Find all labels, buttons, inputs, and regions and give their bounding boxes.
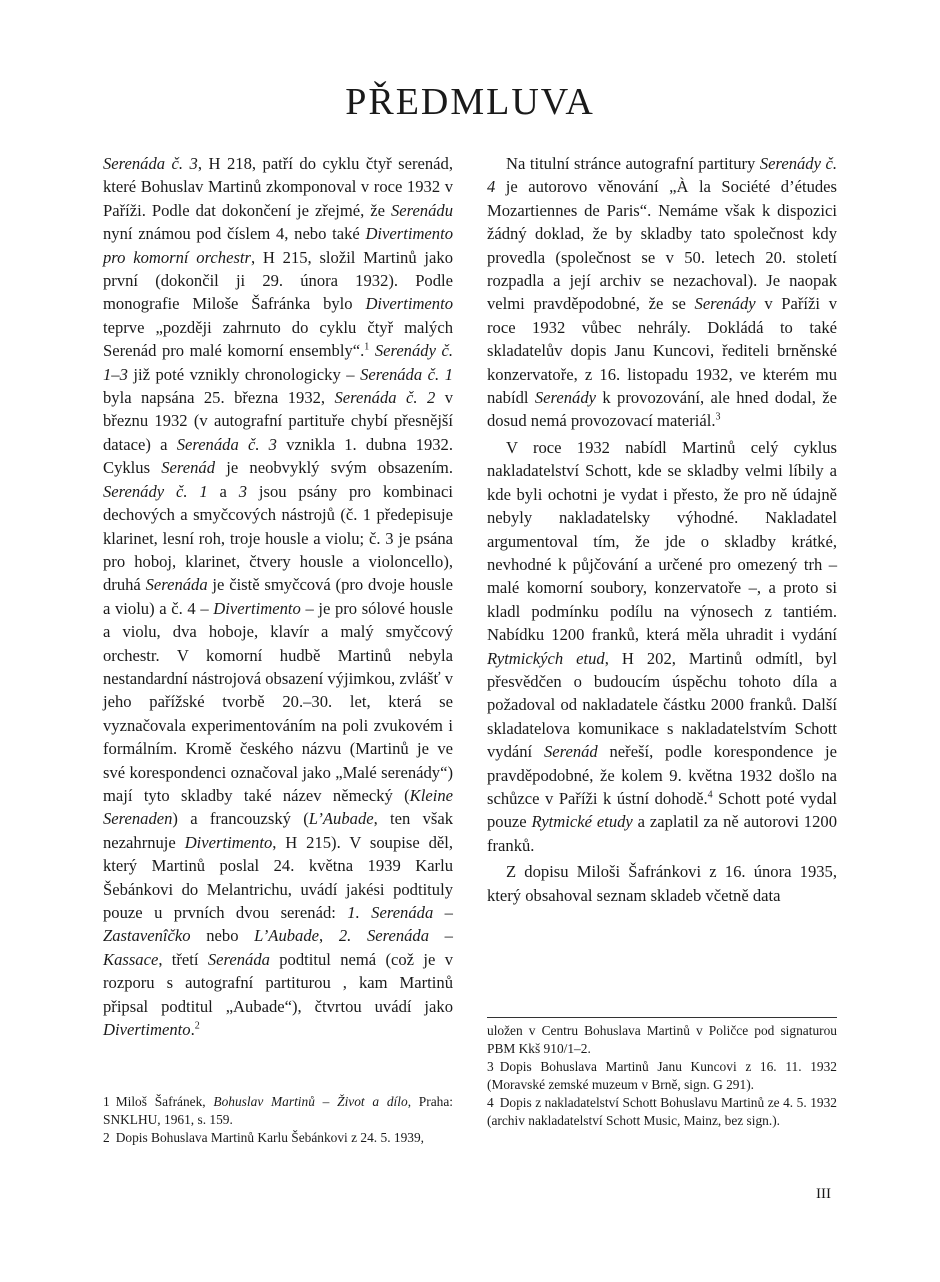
right-text-column [487,152,837,907]
footnote: 3 Dopis Bohuslava Martinů Janu Kuncovi z 16. 11. 1932 (Moravské zemské muzeum v Brně, sign. G 291). [487,1059,837,1092]
footnote: 2 Dopis Bohuslava Martinů Karlu Šebánkovi z 24. 5. 1939, [103,1130,425,1145]
footnotes-right [487,1022,837,1130]
paragraph: Na titulní stránce autografní partitury Serenády č. 4 je autorovo věnování „À la Société d’études Mozartiennes de Paris“. Nemáme však k dispozici žádný doklad, že by skladby tato společnost kdy provedla (společnost se v 50. letech 20. století rozpadla a její archiv se nezachoval). Je naopak velmi pravděpodobné, že se Serenády v Paříži v roce 1932 vůbec nehrály. Dokládá to také skladatelův dopis Janu Kuncovi, řediteli brněnské konzervatoře, z 16. listopadu 1932, ve kterém mu nabídl Serenády k provozování, ale hned dodal, že dosud nemá provozovací materiál.$^3$ [487,154,837,431]
footnote-divider [487,1017,837,1018]
page-title: PŘEDMLUVA [345,81,595,123]
footnote: uložen v Centru Bohuslava Martinů v Poličce pod signaturou PBM Kkš 910/1–2. [487,1023,837,1056]
footnote: 1 Miloš Šafránek, Bohuslav Martinů – Život a dílo, Praha: SNKLHU, 1961, s. 159. [103,1094,454,1127]
paragraph: Serenáda č. 3, H 218, patří do cyklu čtyř serenád, které Bohuslav Martinů zkomponoval v roce 1932 v Paříži. Podle dat dokončení je zřejmé, že Serenádu nyní známou pod číslem 4, nebo také Divertimento pro komorní orchestr, H 215, složil Martinů jako první (dokončil ji 29. února 1932). Podle monografie Miloše Šafránka bylo Divertimento teprve „později zahrnuto do cyklu čtyř malých Serenád pro malé komorní ensembly“.$^1$ Serenády č. 1–3 již poté vznikly chronologicky – Serenáda č. 1 byla napsána 25. března 1932, Serenáda č. 2 v březnu 1932 (v autografní partituře chybí přesnější datace) a Serenáda č. 3 vznikla 1. dubna 1932. Cyklus Serenád je neobvyklý svým obsazením. Serenády č. 1 a 3 jsou psány pro kombinaci dechových a smyčcových nástrojů (č. 1 předepisuje klarinet, lesní roh, troje housle a violu; č. 3 je psána pro hoboj, klarinet, čtvery housle a violoncello), druhá Serenáda je čistě smyčcová (pro dvoje housle a violu) a č. 4 – Divertimento – je pro sólové housle a violu, dva hoboje, klavír a malý smyčcový orchestr. V komorní hudbě Martinů nebyla nestandardní nástrojová obsazení výjimkou, zvlášť v jeho pařížské tvorbě 20.–30. let, která se vyznačovala experimentováním na poli zvukovém i formálním. Kromě českého názvu (Martinů je ve své korespondenci označoval jako „Malé serenády“) mají tyto skladby také název německý (Kleine Serenaden) a francouzský (L’Aubade, ten však nezahrnuje Divertimento, H 215). V soupise děl, který Martinů poslal 24. května 1939 Karlu Šebánkovi do Melantrichu, uvádí jakési podtituly pouze u prvních dvou serenád: 1. Serenáda – Zastavenîčko nebo L’Aubade, 2. Serenáda – Kassace, třetí Serenáda podtitul nemá (což je v rozporu s autografní partiturou , kam Martinů připsal podtitul „Aubade“), čtvrtou uvádí jako Divertimento.$^2$ [103,154,454,1040]
footnote: 4 Dopis z nakladatelství Schott Bohuslavu Martinů ze 4. 5. 1932 (archiv nakladatelství Schott Music, Mainz, bez sign.). [487,1095,837,1128]
left-text-column [103,152,453,1041]
footnotes-left [103,1093,453,1147]
page-number: III [816,1186,831,1202]
paragraph: V roce 1932 nabídl Martinů celý cyklus nakladatelství Schott, kde se skladby velmi líbily a kde byli ochotni je vydat i přesto, že pro ně údajně nebyly nakladatelsky výhodné. Nakladatel argumentoval tím, že jde o skladby krátké, nevhodné k půjčování a určené pro omezený trh – malé komorní soubory, konzervatoře –, a proto si kladl podmínku podílu na výnosech z tantiém. Nabídku 1200 franků, která měla uhradit i vydání Rytmických etud, H 202, Martinů odmítl, byl přesvědčen o budoucím úspěchu tohoto díla a požadoval od nakladatele částku 2000 franků. Další skladatelova komunikace s nakladatelstvím Schott vydání Serenád neřeší, podle korespondence je pravděpodobné, že kolem 9. května 1932 došlo na schůzce v Paříži k ústní dohodě.$^4$ Schott poté vydal pouze Rytmické etudy a zaplatil za ně autorovi 1200 franků. [487,437,837,855]
paragraph: Z dopisu Miloši Šafránkovi z 16. února 1935, který obsahoval seznam skladeb včetně data [487,862,837,905]
